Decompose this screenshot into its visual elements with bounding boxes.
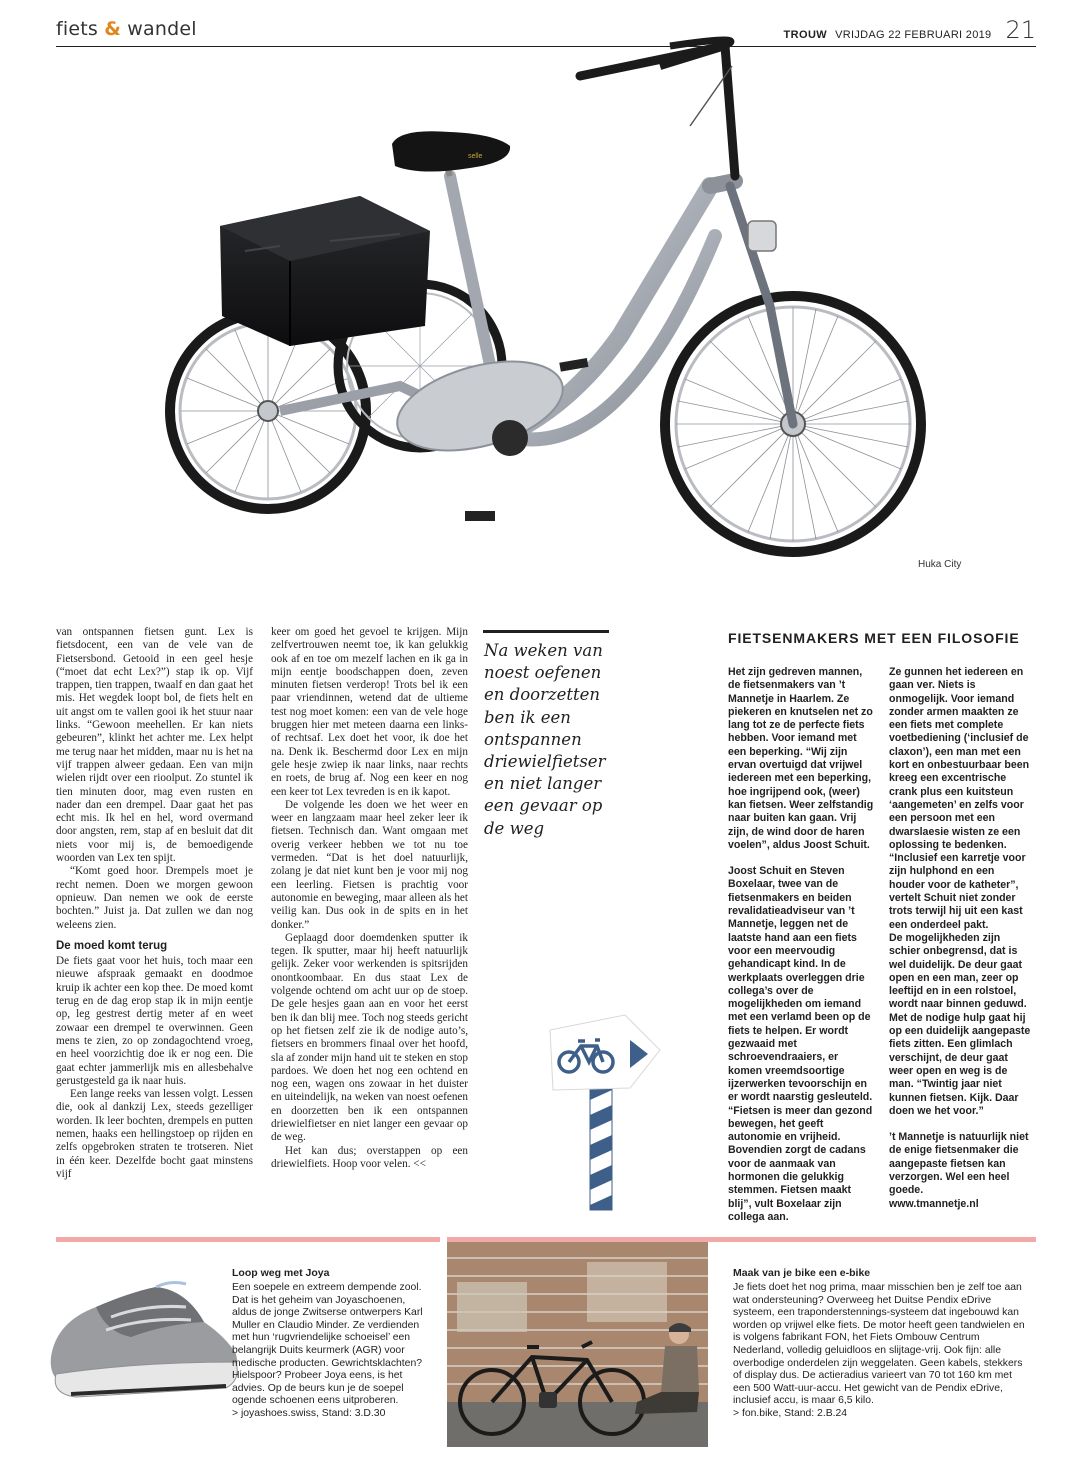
ebike-body: Je fiets doet het nog prima, maar misschien ben je zelf toe aan wat ondersteuning? Overweeg het Duitse Pendix eDrive systeem, een traponderstennings-systeem dat ingebouwd kan worden op vrijwel elke fiets. De motor heeft geen tandwielen en is volgens fabrikant FON, het Fiets Ombouw Centrum Nederland, volledig geluidloos en slijtage-vrij. Ook fijn: alle overbodige onderdelen zijn weggelaten. Geen kabels, stekkers of display dus. De actieradius varieert van 70 tot 160 km met een 500 Watt-uur-accu. Het gewicht van de Pendix eDrive, inclusief accu, is maar 6,5 kilo. bbox=[733, 1282, 1025, 1407]
sidebar-column-a bbox=[728, 666, 875, 1224]
tricycle-photo bbox=[150, 6, 980, 596]
ebike-text bbox=[733, 1282, 1029, 1421]
section-label-right: wandel bbox=[127, 18, 197, 40]
joya-text bbox=[232, 1282, 432, 1421]
ebike-reference: > fon.bike, Stand: 2.B.24 bbox=[733, 1407, 848, 1419]
bike-sign-illustration bbox=[545, 1010, 665, 1215]
article-paragraph: Geplaagd door doemdenken sputter ik tegen. Ik sputter, maar hij heeft natuurlijk gelijk. Zeker voor werkenden is spitsrijden onontkoombaar. En dus staat Lex de volgende ochtend om acht uur op de stoep. De gele hesjes gaan aan en voor het eerst ben ik dan blij mee. Toch nog steeds gericht op het fietsen zelf zie ik de nodige auto’s, fietsers en brommers finaal over het hoofd, sla af zonder mijn hand uit te steken en stop pardoes. We doen het nog een ochtend en nog een, wagen ons zowaar in het duister en uiteindelijk, na weken van noest oefenen en doorzetten ben ik een ontspannen driewielfietser en niet langer een gevaar op de weg. bbox=[271, 931, 468, 1144]
newspaper-name: TROUW bbox=[783, 29, 828, 41]
pull-quote: Na weken van noest oefenen en doorzetten ben ik een ontspannen driewielfietser en niet langer een gevaar op de weg bbox=[484, 641, 606, 838]
sidebar-paragraph: Het zijn gedreven mannen, de fietsenmakers van ’t Mannetje in Haarlem. Ze piekeren en knutselen net zo lang tot ze de perfecte fiets hebben. Voor iemand met een beperking. “Wij zijn ervan overtuigd dat vrijwel iedereen met een beperking, hoe ingrijpend ook, (weer) kan fietsen. Weer zelfstandig naar buiten kan gaan. Vrij zijn, de wind door de haren voelen”, aldus Joost Schuit. bbox=[728, 666, 874, 851]
saddle-brand: selle bbox=[468, 153, 483, 160]
sign-post bbox=[590, 1070, 612, 1210]
joya-box bbox=[56, 1242, 440, 1447]
article-paragraph: keer om goed het gevoel te krijgen. Mijn zelfvertrouwen neemt toe, ik kan gelukkig ook af en toe om mezelf lachen en ik ga in mijn eentje boodschappen doen, zeven minuten fietsen verderop! Trots bel ik een paar vriendinnen, wetend dat de ultieme test nog moet komen: een van de vele hoge bruggen hier met meteen daarna een links- of rechtsaf. Lex doet het voor, ik doe het na. Denk ik. Beschermd door Lex en mijn gele hesje zwiep ik naar links, naar rechts en roets, de brug af. Nog een keer en nog een keer tot Lex tevreden is en ik kapot. bbox=[271, 626, 468, 798]
joya-reference: > joyashoes.swiss, Stand: 3.D.30 bbox=[232, 1407, 386, 1419]
saddle bbox=[392, 131, 510, 176]
page-number: 21 bbox=[1005, 16, 1036, 44]
sidebar-column-b bbox=[889, 666, 1033, 1211]
photo-caption: Huka City bbox=[918, 559, 962, 570]
issue-date: VRIJDAG 22 FEBRUARI 2019 bbox=[835, 29, 992, 41]
rear-left-wheel bbox=[170, 313, 366, 509]
ebike-box bbox=[447, 1242, 1036, 1447]
article-paragraph: Een lange reeks van lessen volgt. Lessen die, ook al dankzij Lex, steeds gezelliger worden. Ik leer bochten, drempels en putten nemen, haaks een hellingstoep op rijden en zelfs opgebroken straten te trotseren. Niet in één keer. Dezelfde bocht gaat minstens vijf bbox=[56, 1088, 253, 1180]
article-paragraph: De fiets gaat voor het huis, toch maar een nieuwe afspraak gemaakt en doodmoe kruip ik achter een kop thee. De moed komt terug en de dag erop stap ik in mijn eentje op, leg gestrest dertig meter af en weet zowaar een drempel te overwinnen. Geen mens te zien, zo op zondagochtend vroeg, en heel voorzichtig doe ik er nog een. Die gaat echter jammerlijk mis en allesbehalve gerustgesteld ga ik naar huis. bbox=[56, 955, 253, 1087]
sidebar-title: FIETSENMAKERS MET EEN FILOSOFIE bbox=[728, 630, 1020, 646]
sidebar-paragraph: Ze gunnen het iedereen en gaan ver. Niets is onmogelijk. Voor iemand zonder armen maakten ze een fiets met complete voetbediening (‘inclusief de claxon’), een man met een kort en onbestuurbaar been kreeg een excentrische crank plus een kuitsteun ‘aangemeten’ en zelfs voor een persoon met een dwarslaesie wisten ze een oplossing te bedenken. “Inclusief een karretje voor zijn hulphond en een houder voor de katheter”, vertelt Schuit niet zonder trots terwijl hij uit een kast een onderdeel pakt. bbox=[889, 666, 1030, 931]
section-label-left: fiets bbox=[56, 18, 99, 40]
joya-title: Loop weg met Joya bbox=[232, 1267, 330, 1279]
handlebar bbox=[580, 40, 776, 251]
article-paragraph: De volgende les doen we het weer en weer en langzaam maar heel zeker leer ik fietsen. Technisch dan. Want omgaan met overig verkeer hebben we tot nu toe vermeden. “Dat is het doel natuurlijk, zolang je dat niet kunt ben je voor mij nog een leerling. Fietsen is prachtig voor autonomie en beweging, maar alleen als het veilig kan. Dus ook in de spits en in het donker.” bbox=[271, 798, 468, 931]
article-column-2 bbox=[271, 626, 468, 1171]
pull-quote-rule bbox=[483, 630, 609, 633]
sidebar-paragraph: ’t Mannetje is natuurlijk niet de enige fietsenmaker die aangepaste fietsen kan verzorgen. Wel een heel goede. bbox=[889, 1131, 1029, 1197]
ebike-title: Maak van je bike een e-bike bbox=[733, 1267, 871, 1279]
article-column-1 bbox=[56, 626, 253, 1181]
sidebar-link: www.tmannetje.nl bbox=[889, 1197, 979, 1210]
sidebar-paragraph: Joost Schuit en Steven Boxelaar, twee van de fietsenmakers en beiden revalidatieadviseur van ’t Mannetje, leggen net de laatste hand aan een fiets voor een meervoudig gehandicapt kind. In de werkplaats overleggen drie collega’s over de mogelijkheden om iemand met een verlamd been op de fiets te helpen. Er wordt gezwaaid met schroevendraaiers, er komen vreemdsoortige ijzerwerken tevoorschijn en er wordt naarstig gesleuteld. “Fietsen is meer dan gezond bewegen, het geeft autonomie en vrijheid. Bovendien zorgt de cadans voor de aanmaak van hormonen die gelukkig stemmen. Fietsen maakt blij”, vult Boxelaar zijn collega aan. bbox=[728, 865, 873, 1223]
ebike-photo bbox=[447, 1242, 708, 1447]
sidebar-paragraph: De mogelijkheden zijn schier onbegrensd, dat is wel duidelijk. De deur gaat open en een man, zeer op leeftijd en in een rolstoel, wordt naar binnen geduwd. Met de nodige hulp gaat hij op een duidelijk aangepaste fiets zitten. Een glimlach verschijnt, de deur gaat weer open en weg is de man. “Twintig jaar niet kunnen fietsen. Kijk. Daar doen we het voor.” bbox=[889, 931, 1031, 1117]
article-paragraph: Het kan dus; overstappen op een driewielfiets. Hoop voor velen. << bbox=[271, 1144, 468, 1170]
shoe-photo bbox=[36, 1262, 251, 1412]
joya-body: Een soepele en extreem dempende zool. Dat is het geheim van Joyaschoenen, aldus de jonge Zwitserse ontwerpers Karl Muller en Claudio Minder. Ze verdienden met hun ‘rugvriendelijke schoeisel’ een belangrijk Duits keurmerk (AGR) voor medische producten. Gewrichtsklachten? Hielspoor? Probeer Joya eens, is het advies. Op de beurs kun je de soepel ogende schoenen eens uitproberen. bbox=[232, 1282, 423, 1407]
article-paragraph: “Komt goed hoor. Drempels moet je recht nemen. Doen we morgen gewoon opnieuw. Dan nemen we ook de eerste bochten.” Juist ja. Dat zullen we dan nog weleens zien. bbox=[56, 865, 253, 931]
article-paragraph: van ontspannen fietsen gunt. Lex is fietsdocent, een van de vele van de Fietsersbond. Getooid in een geel hesje (“moet dat echt Lex?”) stap ik op. Vijf trappen, tien trappen, twaalf en dan gaat het mis. Het wegdek loopt bol, de fiets helt en uit angst om te vallen gooi ik het stuur naar links. “Gewoon meehellen. Er kan niets gebeuren”, klinkt het achter me. Lex helpt me terug naar het midden, maar nu is het na vijf trappen alweer gedaan. Een van mijn wielen rijdt over een rioolput. Zo stuntel ik tien minuten door, mag even rusten en nader dan een drempel. Daar gaat het pas echt mis. Ik hel en hel, word overmand door angsten, rem, stap af en besluit dat dit niets voor mij is, de bemoedigende woorden van Lex ten spijt. bbox=[56, 626, 253, 865]
section-label-amp: & bbox=[104, 18, 122, 40]
article-subheading: De moed komt terug bbox=[56, 939, 168, 952]
pannier-bag bbox=[220, 196, 430, 346]
